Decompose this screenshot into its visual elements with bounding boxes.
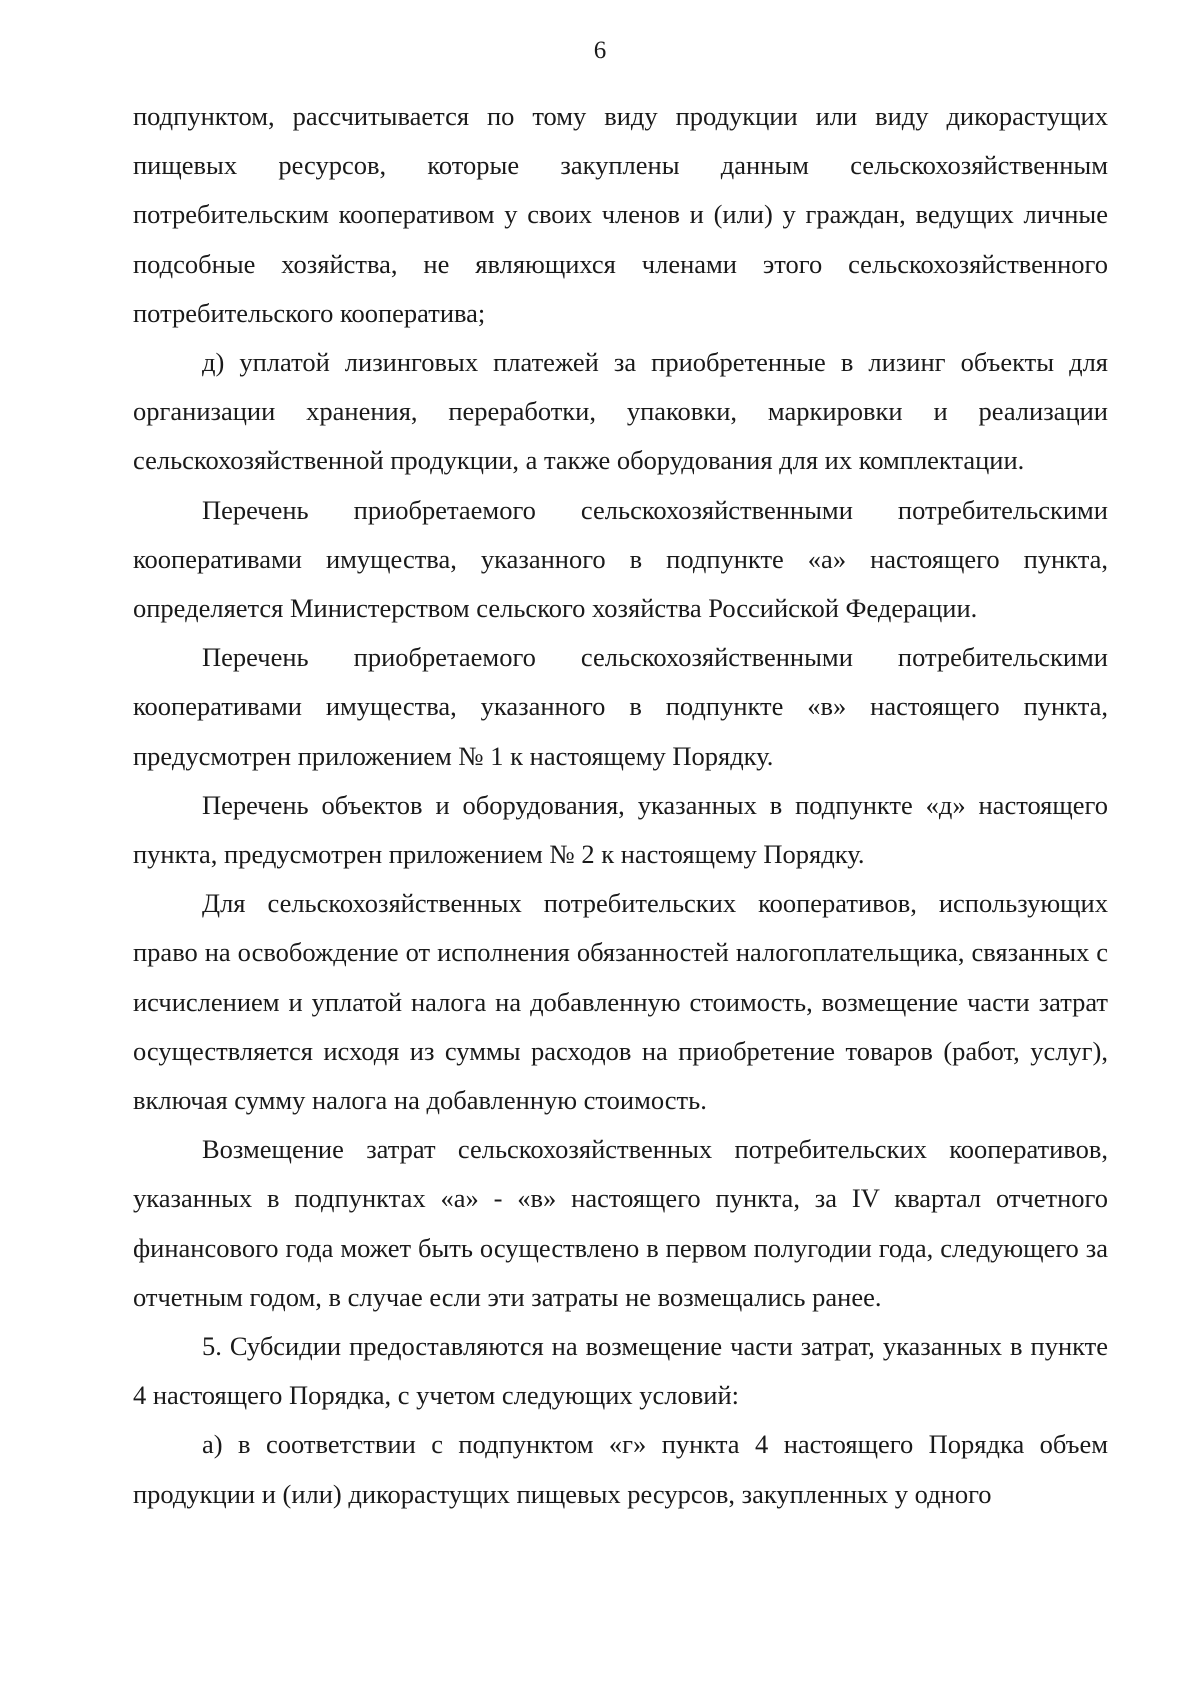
page-number: 6 <box>593 37 607 64</box>
paragraph-q4-reimbursement: Возмещение затрат сельскохозяйственных потребительских кооперативов, указанных в подпунктах «а» - «в» настоящего пункта, за IV квартал отчетного финансового года может быть осуществлено в первом полугодии года, следующего за отчетным годом, в случае если эти затраты не возмещались ранее. <box>133 1134 1108 1312</box>
document-body <box>133 92 1108 1519</box>
paragraph-item-5: 5. Субсидии предоставляются на возмещение части затрат, указанных в пункте 4 настоящего Порядка, с учетом следующих условий: <box>133 1331 1108 1411</box>
paragraph-list-subitem-d: Перечень объектов и оборудования, указанных в подпункте «д» настоящего пункта, предусмотрен приложением № 2 к настоящему Порядку. <box>133 789 1108 870</box>
paragraph-list-subitem-a: Перечень приобретаемого сельскохозяйственными потребительскими кооперативами имущества, указанного в подпункте «а» настоящего пункта, определяется Министерством сельского хозяйства Российской Федерации. <box>133 494 1108 624</box>
paragraph-continuation: подпунктом, рассчитывается по тому виду продукции или виду дикорастущих пищевых ресурсов, которые закуплены данным сельскохозяйственным потребительским кооперативом у своих членов и (или) у граждан, ведущих личные подсобные хозяйства, не являющихся членами этого сельскохозяйственного потребительского кооператива; <box>133 101 1108 328</box>
paragraph-item-5-a: а) в соответствии с подпунктом «г» пункта 4 настоящего Порядка объем продукции и (или) дикорастущих пищевых ресурсов, закупленных у одного <box>133 1429 1108 1509</box>
paragraph-list-subitem-v: Перечень приобретаемого сельскохозяйственными потребительскими кооперативами имущества, указанного в подпункте «в» настоящего пункта, предусмотрен приложением № 1 к настоящему Порядку. <box>133 642 1108 771</box>
paragraph-subitem-d: д) уплатой лизинговых платежей за приобретенные в лизинг объекты для организации хранения, переработки, упаковки, маркировки и реализации сельскохозяйственной продукции, а также оборудования для их комплектации. <box>133 347 1108 476</box>
paragraph-vat-exemption: Для сельскохозяйственных потребительских кооперативов, использующих право на освобождение от исполнения обязанностей налогоплательщика, связанных с исчислением и уплатой налога на добавленную стоимость, возмещение части затрат осуществляется исходя из суммы расходов на приобретение товаров (работ, услуг), включая сумму налога на добавленную стоимость. <box>133 888 1108 1116</box>
